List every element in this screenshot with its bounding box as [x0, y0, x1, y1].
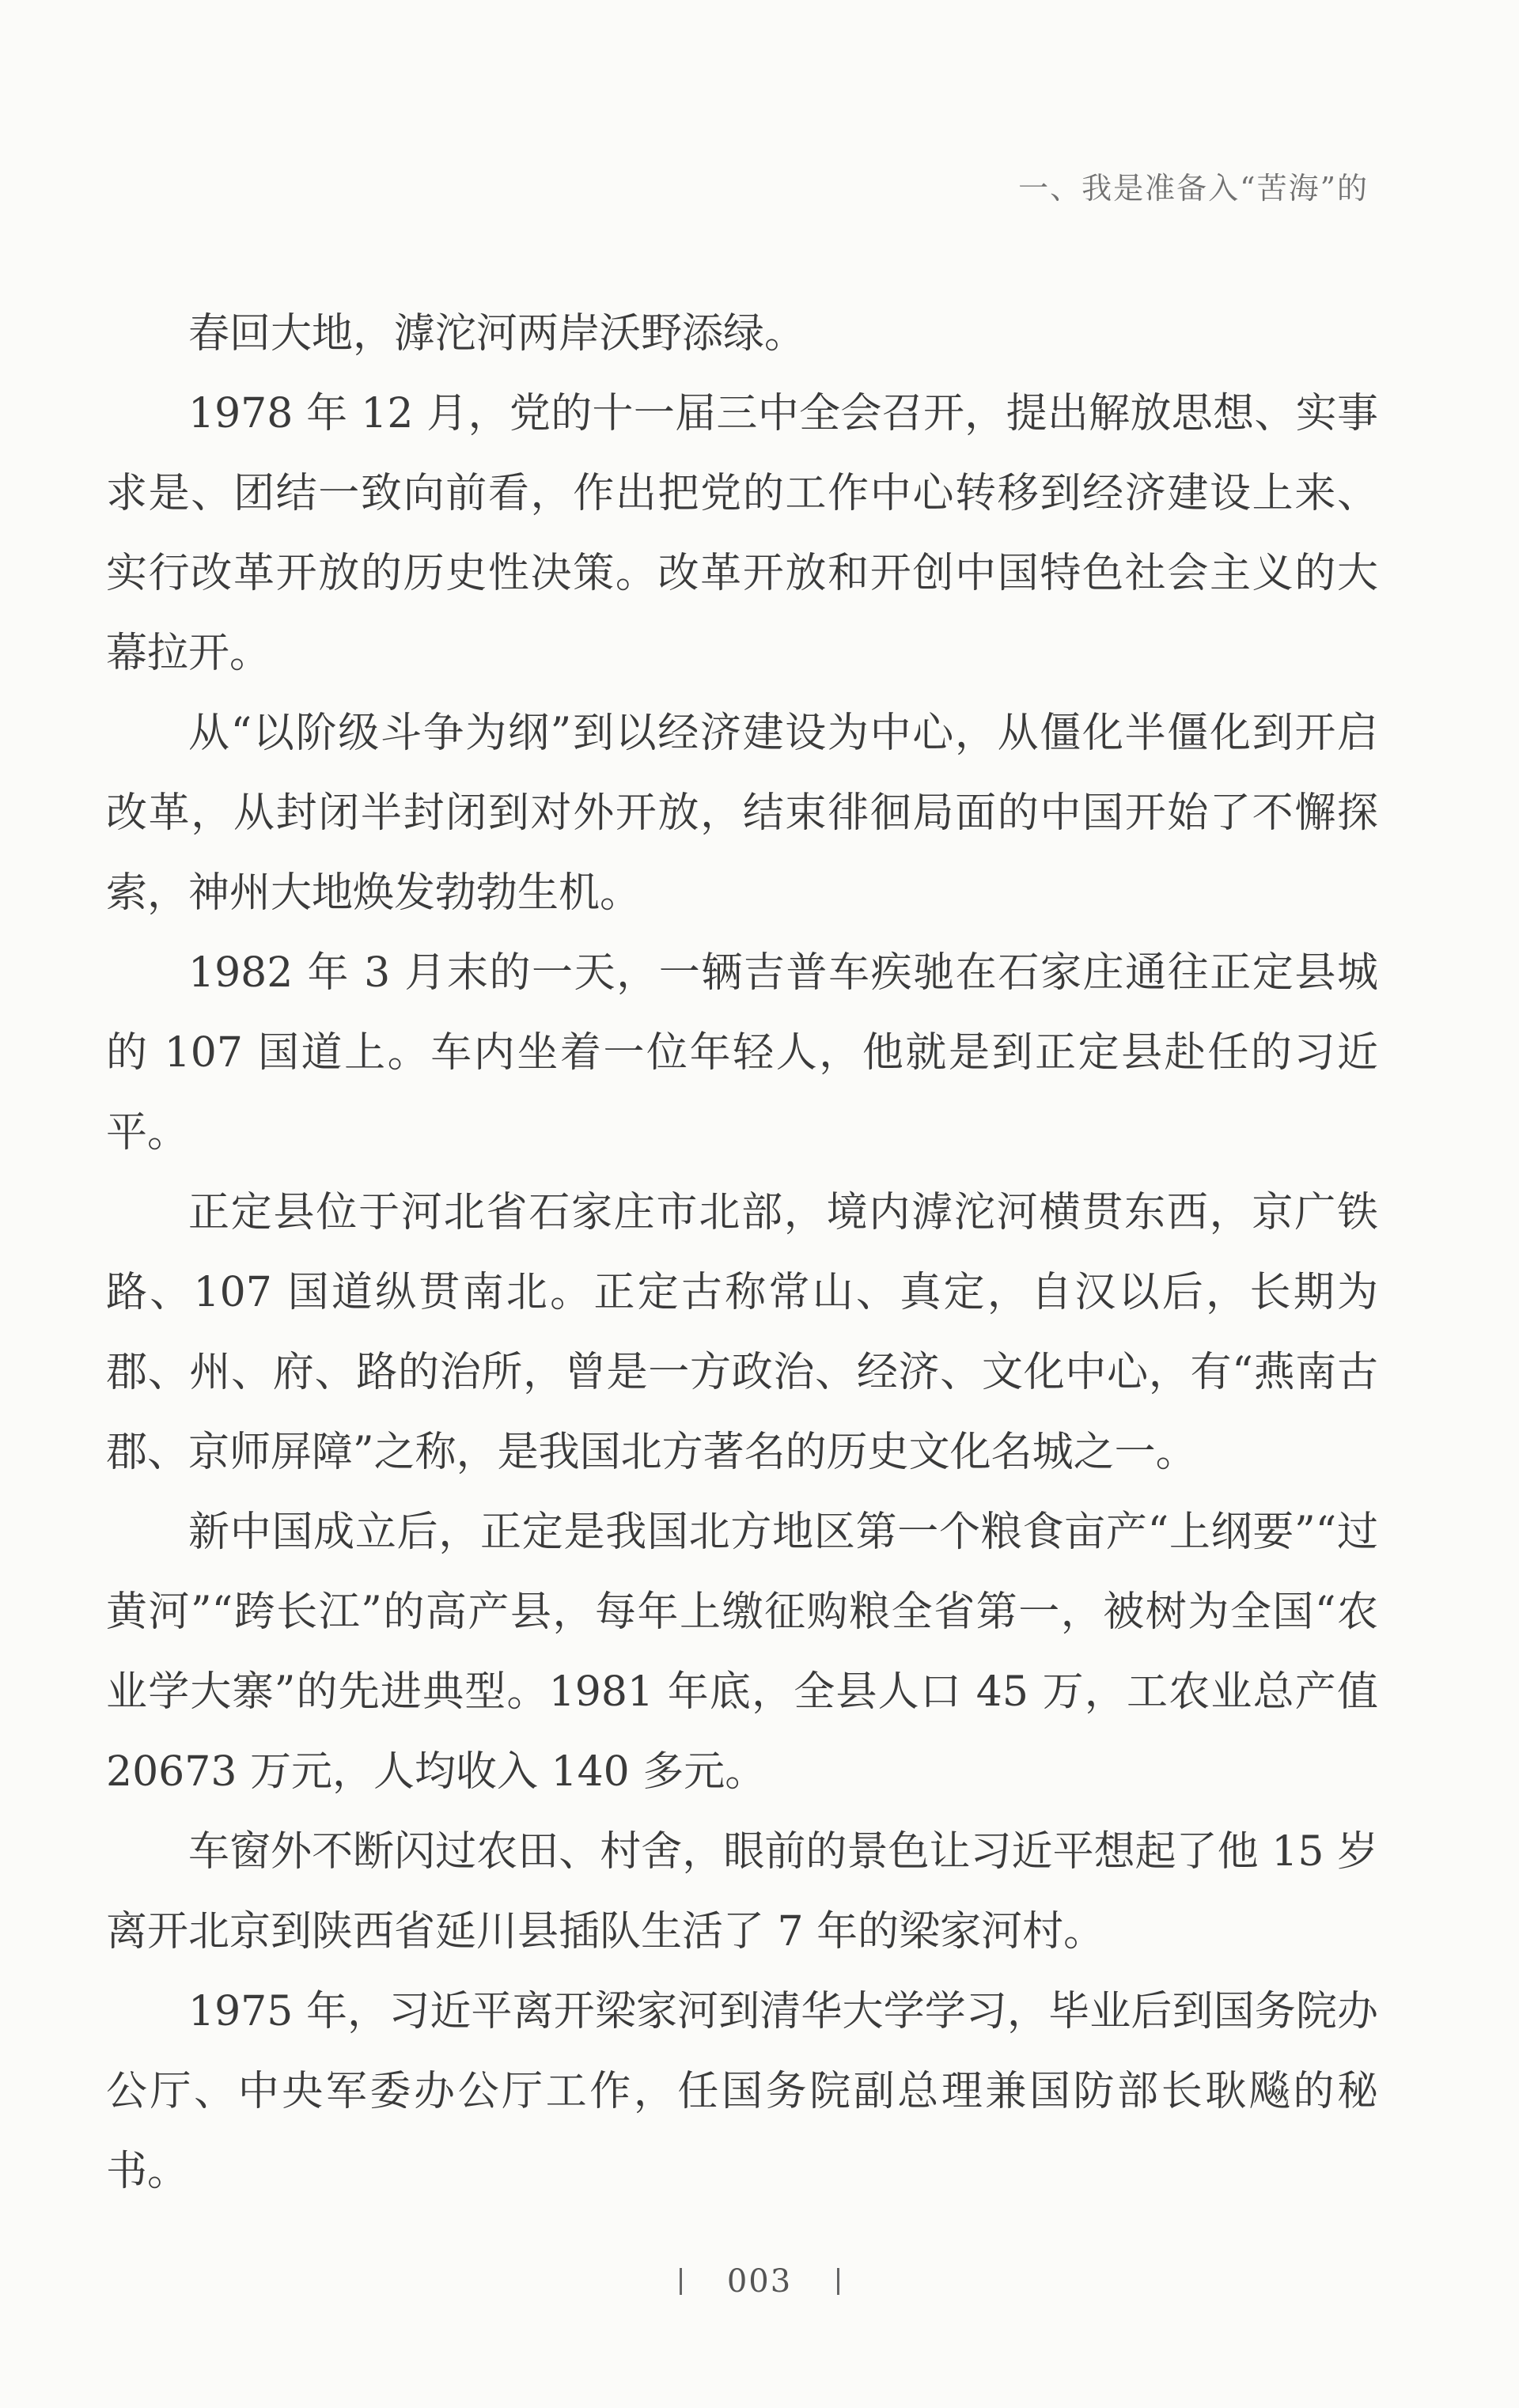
folio-divider-right — [837, 2268, 839, 2295]
paragraph: 1978 年 12 月，党的十一届三中全会召开，提出解放思想、实事求是、团结一致向前看，作出把党的工作中心转移到经济建设上来、实行改革开放的历史性决策。改革开放和开创中国特色社会主义的大幕拉开。 — [106, 390, 1378, 677]
paragraph: 从“以阶级斗争为纲”到以经济建设为中心，从僵化半僵化到开启改革，从封闭半封闭到对外开放，结束徘徊局面的中国开始了不懈探索，神州大地焕发勃勃生机。 — [106, 710, 1378, 917]
folio-divider-left — [680, 2268, 682, 2295]
page-footer — [0, 2261, 1519, 2300]
paragraph: 春回大地，滹沱河两岸沃野添绿。 — [188, 310, 806, 358]
running-head: 一、我是准备入“苦海”的 — [1018, 171, 1369, 206]
page-number: 003 — [726, 2263, 793, 2300]
paragraph: 新中国成立后，正定是我国北方地区第一个粮食亩产“上纲要”“过黄河”“跨长江”的高产县，每年上缴征购粮全省第一，被树为全国“农业学大寨”的先进典型。1981 年底，全县人口 45 万，工农业总产值 20673 万元，人均收入 140 多元。 — [106, 1509, 1378, 1796]
paragraph: 1975 年，习近平离开梁家河到清华大学学习，毕业后到国务院办公厅、中央军委办公厅工作，任国务院副总理兼国防部长耿飚的秘书。 — [106, 1988, 1378, 2195]
paragraph: 1982 年 3 月末的一天，一辆吉普车疾驰在石家庄通往正定县城的 107 国道上。车内坐着一位年轻人，他就是到正定县赴任的习近平。 — [106, 949, 1378, 1157]
paragraph: 车窗外不断闪过农田、村舍，眼前的景色让习近平想起了他 15 岁离开北京到陕西省延川县插队生活了 7 年的梁家河村。 — [106, 1828, 1378, 1956]
paragraph: 正定县位于河北省石家庄市北部，境内滹沱河横贯东西，京广铁路、107 国道纵贯南北。正定古称常山、真定，自汉以后，长期为郡、州、府、路的治所，曾是一方政治、经济、文化中心，有“燕南古郡、京师屏障”之称，是我国北方著名的历史文化名城之一。 — [106, 1189, 1378, 1476]
body-text — [106, 294, 1378, 2212]
